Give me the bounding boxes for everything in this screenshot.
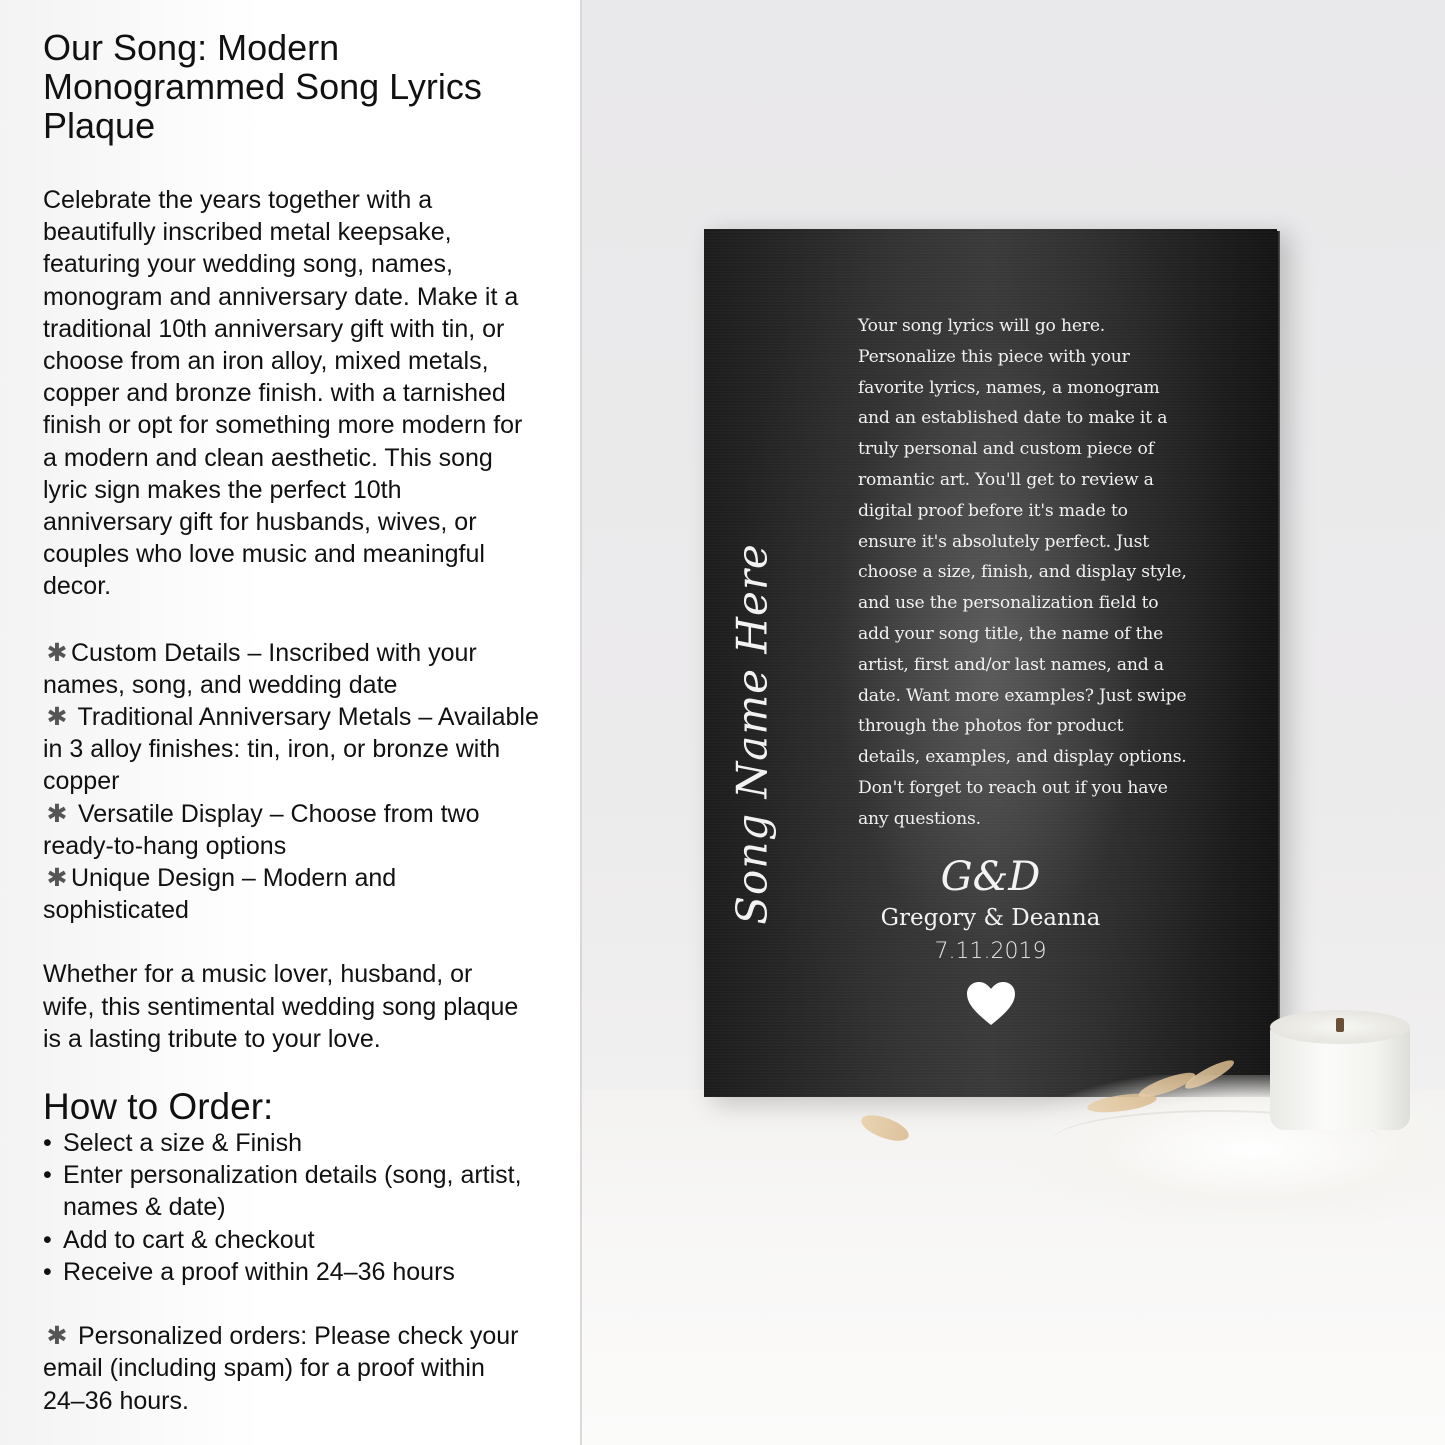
metal-plaque: Song Name Here Your song lyrics will go here. Personalize this piece with your favorite lyrics, names, a monogram and an established date to make it a truly personal and custom piece of romantic art. You'll get to review a digital proof before it's made to ensure it's absolutely perfect. Just choose a size, finish, and display style, and use the personalization field to add your song title, the name of the artist, first and/or last names, and a date. Want more examples? Just swipe through the photos for product details, examples, and display options. Don't forget to reach out if you have any questions. G&D Gregory & Deanna 7.11.2019 [704,229,1277,1097]
feature-list [43,637,543,927]
star-icon: ✱ [46,799,68,828]
proof-note: ✱ Personalized orders: Please check your email (including spam) for a proof within 24–36 hours. [43,1322,519,1415]
order-step: • Select a size & Finish [43,1127,543,1159]
star-icon: ✱ [46,864,68,893]
feature-item: ✱ Unique Design – Modern and sophisticated [43,864,397,925]
bullet-icon: • [43,1257,52,1286]
how-to-order-heading: How to Order: [43,1086,274,1128]
song-lyrics: Your song lyrics will go here. Personalize this piece with your favorite lyrics, names, a monogram and an established date to make it a truly personal and custom piece of romantic art. You'll get to review a digital proof before it's made to ensure it's absolutely perfect. Just choose a size, finish, and display style, and use the personalization field to add your song title, the name of the artist, first and/or last names, and a date. Want more examples? Just swipe through the photos for product details, examples, and display options. Don't forget to reach out if you have any questions. [858,316,1187,829]
wedding-date: 7.11.2019 [934,939,1047,964]
star-icon: ✱ [46,703,68,732]
order-step: • Receive a proof within 24–36 hours [43,1256,543,1288]
candle-wick [1336,1018,1344,1032]
heart-icon [966,981,1016,1027]
star-icon: ✱ [46,638,68,667]
monogram: G&D [940,854,1041,900]
product-intro: Celebrate the years together with a beautifully inscribed metal keepsake, featuring your wedding song, names, monogram and anniversary date. Make it a traditional 10th anniversary gift with tin, or choose from an iron alloy, mixed metals, copper and bronze finish. with a tarnished finish or opt for something more modern for a modern and clean aesthetic. This song lyric sign makes the perfect 10th anniversary gift for husbands, wives, or couples who love music and meaningful decor. [43,186,523,601]
product-description-panel [0,0,580,1445]
plaque-edge [1277,231,1280,1095]
feature-item: ✱ Versatile Display – Choose from two ready-to-hang options [43,799,480,860]
star-icon: ✱ [46,1322,68,1351]
candle [1270,1010,1410,1130]
feature-item: ✱ Traditional Anniversary Metals – Available in 3 alloy finishes: tin, iron, or bronze with copper [43,703,539,796]
order-step: • Add to cart & checkout [43,1224,543,1256]
feature-item: ✱ Custom Details – Inscribed with your names, song, and wedding date [43,638,477,699]
bullet-icon: • [43,1129,52,1158]
closing-text: Whether for a music lover, husband, or wife, this sentimental wedding song plaque is a lasting tribute to your love. [43,960,519,1053]
bullet-icon: • [43,1161,52,1190]
order-step: • Enter personalization details (song, artist, names & date) [43,1161,522,1222]
bullet-icon: • [43,1225,52,1254]
couple-names: Gregory & Deanna [880,905,1101,931]
product-photo [582,0,1445,1445]
order-steps-list [43,1127,543,1288]
product-title: Our Song: Modern Monogrammed Song Lyrics Plaque [43,27,482,146]
